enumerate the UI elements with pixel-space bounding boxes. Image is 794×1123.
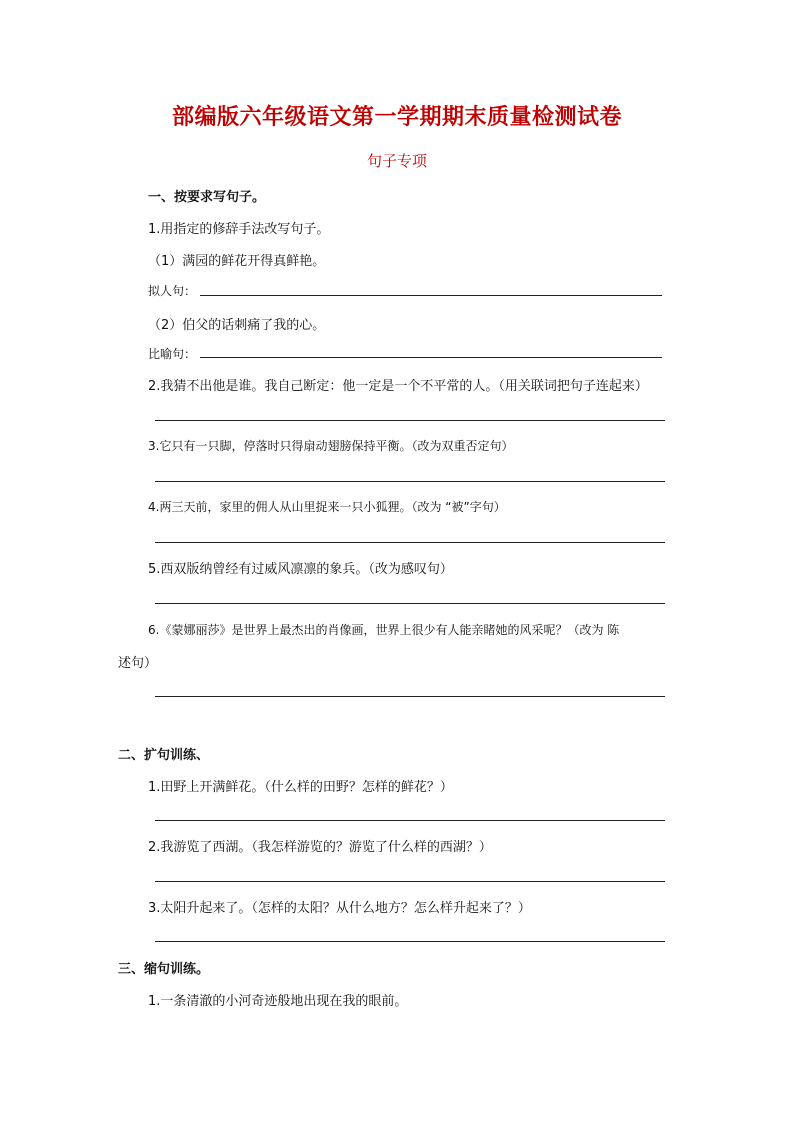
question-1-6: 6.《蒙娜丽莎》是世界上最杰出的肖像画，世界上很少有人能亲睹她的风采呢？（改为 陈	[148, 623, 620, 637]
section-2-heading: 二、扩句训练、	[118, 748, 210, 763]
page-subtitle: 句子专项	[366, 152, 427, 170]
answer-line[interactable]	[155, 820, 665, 821]
question-2-2: 2.我游览了西湖。（我怎样游览的？游览了什么样的西湖？）	[148, 840, 492, 855]
question-2-3: 3.太阳升起来了。（怎样的太阳？从什么地方？怎么样升起来了？）	[148, 901, 531, 916]
question-1-4: 4.两三天前，家里的佣人从山里捉来一只小狐狸。（改为 “被”字句）	[148, 500, 506, 514]
page-title: 部编版六年级语文第一学期期末质量检测试卷	[171, 104, 622, 130]
question-1-2: 2.我猜不出他是谁。我自己断定：他一定是一个不平常的人。（用关联词把句子连起来）	[148, 379, 648, 394]
section-1-heading: 一、按要求写句子。	[148, 190, 266, 205]
answer-label-metaphor: 比喻句：	[148, 347, 197, 361]
question-1-6-continued: 述句）	[118, 656, 158, 671]
question-1-1-a: （1）满园的鲜花开得真鲜艳。	[148, 254, 326, 269]
section-3-heading: 三、缩句训练。	[118, 962, 210, 977]
answer-line[interactable]	[155, 881, 665, 882]
answer-line[interactable]	[155, 941, 665, 942]
answer-label-personification: 拟人句：	[148, 284, 197, 298]
answer-line[interactable]	[200, 295, 662, 296]
answer-line[interactable]	[155, 696, 665, 697]
question-1-5: 5.西双版纳曾经有过威风凛凛的象兵。（改为感叹句）	[148, 562, 453, 577]
question-1-1: 1.用指定的修辞手法改写句子。	[148, 222, 330, 237]
answer-line[interactable]	[155, 420, 665, 421]
question-3-1: 1.一条清澈的小河奇迹般地出现在我的眼前。	[148, 994, 408, 1009]
answer-line[interactable]	[200, 357, 662, 358]
question-1-1-b: （2）伯父的话刺痛了我的心。	[148, 318, 326, 333]
answer-line[interactable]	[155, 603, 665, 604]
question-2-1: 1.田野上开满鲜花。（什么样的田野？怎样的鲜花？）	[148, 780, 453, 795]
answer-line[interactable]	[155, 481, 665, 482]
question-1-3: 3.它只有一只脚，停落时只得扇动翅膀保持平衡。（改为双重否定句）	[148, 439, 514, 453]
answer-line[interactable]	[155, 542, 665, 543]
